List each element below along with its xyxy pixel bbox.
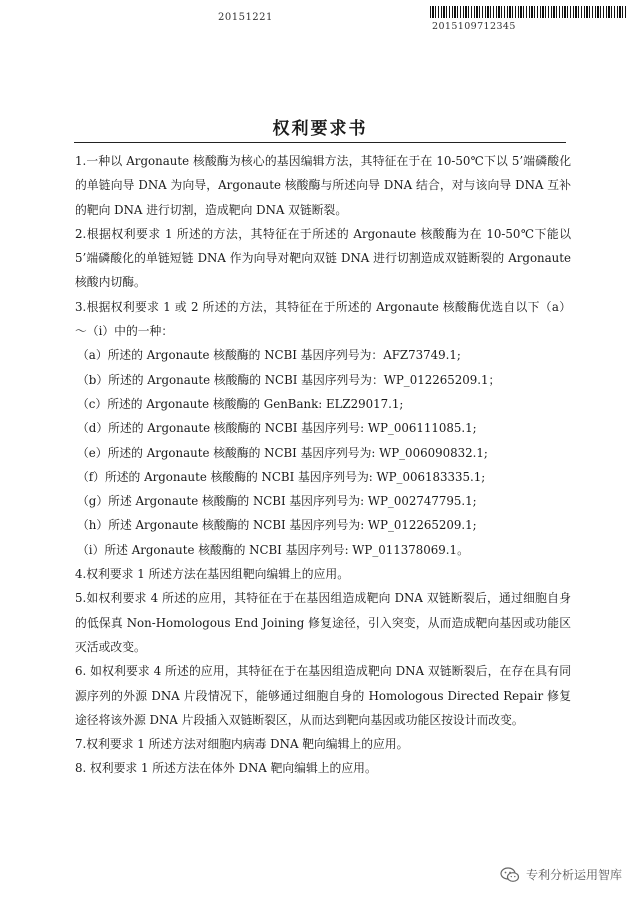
- claim-4: 4.权利要求 1 所述方法在基因组靶向编辑上的应用。: [75, 567, 349, 582]
- claim-3-item-f: （f）所述的 Argonaute 核酸酶的 NCBI 基因序列号为: WP_006183335.1;: [77, 469, 486, 484]
- claim-3-item-b: （b）所述的 Argonaute 核酸酶的 NCBI 基因序列号为：WP_012265209.1；: [77, 372, 501, 387]
- claim-2: 2.根据权利要求 1 所述的方法，其特征在于所述的 Argonaute 核酸酶为在 10-50℃下能以 5’端磷酸化的单链短链 DNA 作为向导对靶向双链 DNA 进行切割造成双链断裂的 Argonaute 核酸内切酶。: [75, 226, 571, 290]
- claim-3-item-g: （g）所述 Argonaute 核酸酶的 NCBI 基因序列号为: WP_002747795.1;: [77, 494, 477, 509]
- watermark-label: 专利分析运用智库: [525, 868, 622, 882]
- claim-1: 1.一种以 Argonaute 核酸酶为核心的基因编辑方法，其特征在于在 10-50℃下以 5’端磷酸化的单链向导 DNA 为向导，Argonaute 核酸酶与所述向导 DNA 结合，对与该向导 DNA 互补的靶向 DNA 进行切割，造成靶向 DNA 双链断裂。: [75, 154, 571, 217]
- claim-5: 5.如权利要求 4 所述的应用，其特征在于在基因组造成靶向 DNA 双链断裂后，通过细胞自身的低保真 Non-Homologous End Joining 修复途径，引入突变，从而造成靶向基因或功能区灭活或改变。: [75, 591, 571, 654]
- claim-7: 7.权利要求 1 所述方法对细胞内病毒 DNA 靶向编辑上的应用。: [75, 737, 409, 752]
- header-date: 20151221: [218, 12, 273, 23]
- wechat-icon: [500, 867, 520, 883]
- claim-3-item-c: （c）所述的 Argonaute 核酸酶的 GenBank: ELZ29017.1;: [77, 396, 404, 411]
- page-title: 权利要求书: [272, 119, 368, 139]
- claim-3-item-d: （d）所述的 Argonaute 核酸酶的 NCBI 基因序列号: WP_006111085.1;: [77, 421, 477, 436]
- claim-3-item-e: （e）所述的 Argonaute 核酸酶的 NCBI 基因序列号为: WP_006090832.1;: [77, 445, 488, 460]
- claim-3-item-a: （a）所述的 Argonaute 核酸酶的 NCBI 基因序列号为：AFZ73749.1;: [77, 348, 461, 363]
- barcode-icon: [430, 6, 626, 18]
- claims-body: [75, 149, 571, 781]
- claim-3: 3.根据权利要求 1 或 2 所述的方法，其特征在于所述的 Argonaute 核酸酶优选自以下（a）～（i）中的一种：: [75, 299, 571, 339]
- claim-3-item-h: （h）所述 Argonaute 核酸酶的 NCBI 基因序列号为: WP_012265209.1;: [77, 518, 477, 533]
- claim-6: 6. 如权利要求 4 所述的应用，其特征在于在基因组造成靶向 DNA 双链断裂后，在存在具有同源序列的外源 DNA 片段情况下，能够通过细胞自身的 Homologous Directed Repair 修复途径将该外源 DNA 片段插入双链断裂区，从而达到靶向基因或功能区按设计而改变。: [75, 664, 571, 727]
- claim-8: 8. 权利要求 1 所述方法在体外 DNA 靶向编辑上的应用。: [75, 761, 377, 776]
- watermark: [500, 866, 622, 883]
- barcode-number: 2015109712345: [432, 21, 516, 32]
- title-divider: [74, 142, 566, 143]
- claim-3-item-i: （i）所述 Argonaute 核酸酶的 NCBI 基因序列号: WP_011378069.1。: [77, 542, 469, 557]
